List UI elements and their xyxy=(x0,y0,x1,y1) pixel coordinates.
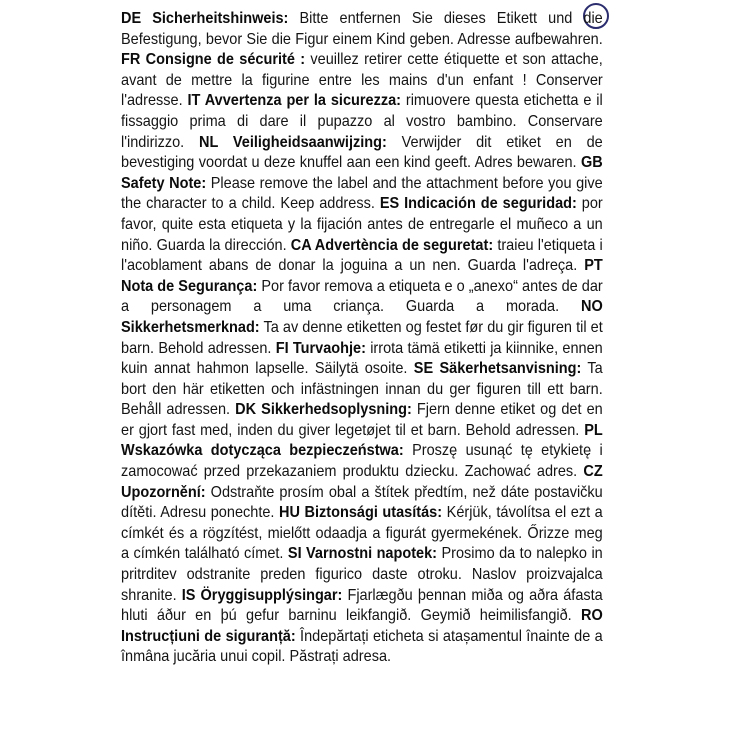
notice-body: traieu l'etiqueta i l'acoblament abans de donar la joguina a un nen. Guarda l'adreça. xyxy=(121,236,603,275)
notice-heading: IS Öryggisupplýsingar: xyxy=(181,586,343,604)
safety-notice-text xyxy=(121,9,603,668)
notice-heading: RO Instrucțiuni de siguranță: xyxy=(121,607,603,645)
notice-nl xyxy=(121,134,603,172)
notice-body: Fjarlægðu þennan miða og aðra áfasta hluti áður en þú gefur barninu leikfangið. Geymið heimilisfangið. xyxy=(121,586,603,625)
notice-heading: PT Nota de Segurança: xyxy=(121,257,603,295)
notice-body: irrota tämä etiketti ja kiinnike, ennen kuin annat hahmon lapselle. Säilytä osoite. xyxy=(121,339,603,378)
notice-heading: IT Avvertenza per la sicurezza: xyxy=(187,92,402,110)
notice-body: Odstraňte prosím obal a štítek předtím, než dáte postavičku dítěti. Adresu ponechte. xyxy=(121,483,603,522)
notice-heading: FR Consigne de sécurité : xyxy=(121,51,306,69)
notice-body: Îndepărtați eticheta si atașamentul înainte de a înmâna jucăria unui copil. Păstrați adresa. xyxy=(121,627,603,666)
notice-body: Kérjük, távolítsa el ezt a címkét és a rögzítést, mielőtt odaadja a figurát gyermekének. Őrizze meg a címkén található címet. xyxy=(121,504,603,563)
notice-body: veuillez retirer cette étiquette et son attache, avant de mettre la figurine entre les mains d'un enfant ! Conserver l'adresse. xyxy=(121,51,603,110)
notice-heading: SI Varnostni napotek: xyxy=(287,545,438,563)
notice-heading: SE Säkerhetsanvisning: xyxy=(413,360,582,378)
notice-heading: CA Advertència de seguretat: xyxy=(290,236,494,254)
notice-heading: PL Wskazówka dotycząca bezpieczeństwa: xyxy=(121,421,603,460)
notice-heading: NL Veiligheidsaanwijzing: xyxy=(199,133,387,151)
notice-body: Bitte entfernen Sie dieses Etikett und die Befestigung, bevor Sie die Figur einem Kind geben. Adresse aufbewahren. xyxy=(121,10,603,48)
notice-de xyxy=(121,10,603,48)
notice-body: rimuovere questa etichetta e il fissaggio prima di dare il pupazzo al vostro bambino. Conservare l'indirizzo. xyxy=(121,92,603,151)
notice-body: Prosimo da to nalepko in pritrditev odstranite preden figurico daste otroku. Naslov proizvajalca shranite. xyxy=(121,545,603,604)
notice-body: Ta bort den här etiketten och infästningen innan du ger figuren till ett barn. Behåll adressen. xyxy=(121,360,603,419)
notice-heading: NO Sikkerhetsmerknad: xyxy=(121,298,603,336)
notice-body: Proszę usunąć tę etykietę i zamocować przed przekazaniem produktu dziecku. Zachować adres. xyxy=(121,442,603,481)
notice-body: Please remove the label and the attachment before you give the character to a child. Keep address. xyxy=(121,174,603,213)
notice-heading: HU Biztonsági utasítás: xyxy=(279,504,443,522)
notice-heading: DK Sikkerhedsoplysning: xyxy=(235,401,412,419)
notice-is xyxy=(121,587,603,625)
notice-body: Verwijder dit etiket en de bevestiging voordat u deze knuffel aan een kind geeft. Adres bewaren. xyxy=(121,133,603,172)
notice-body: Ta av denne etiketten og festet før du gir figuren til et barn. Behold adressen. xyxy=(121,318,603,357)
notice-body: Por favor remova a etiqueta e o „anexo“ antes de dar a personagem a uma criança. Guarda a morada. xyxy=(121,277,603,316)
notice-body: por favor, quite esta etiqueta y la fijación antes de entregarle el muñeco a un niño. Guarda la dirección. xyxy=(121,195,603,254)
notice-heading: GB Safety Note: xyxy=(121,154,603,192)
notice-heading: FI Turvaohje: xyxy=(275,339,366,357)
notice-body: Fjern denne etiket og det en er gjort fast med, inden du giver legetøjet til et barn. Behold adressen. xyxy=(121,401,603,439)
notice-heading: CZ Upozornění: xyxy=(121,463,603,501)
notice-heading: ES Indicación de seguridad: xyxy=(379,195,577,213)
notice-heading: DE Sicherheitshinweis: xyxy=(121,10,289,27)
